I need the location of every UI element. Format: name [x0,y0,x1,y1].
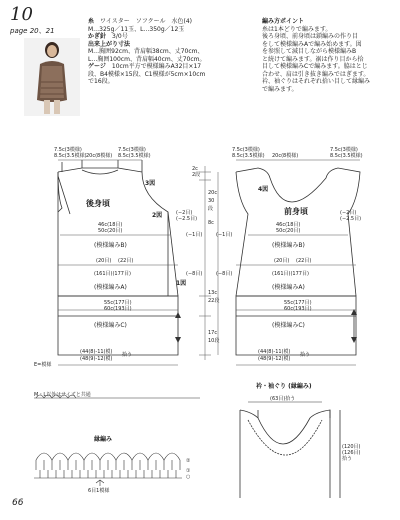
back-body-title: 後身頃 [86,199,110,208]
back-bottom-note: E=模様 [34,362,52,368]
front-pattern-b: (模様編みB) [272,242,305,249]
center-dim: 2段 [192,172,201,178]
gauge-label: ゲージ [88,63,106,70]
gauge-line-2: 段、B4模様×15段、C1模様が5cm×10cm [88,70,206,78]
center-dim: 10段 [208,338,220,344]
points-line: 後ろ身頃、前身頃は鎖編みの作り目 [262,33,359,40]
size-note: M・L以外はサイズと共通 [34,392,91,398]
center-dim: 20c [208,190,218,196]
center-dim: 13c [208,290,218,296]
front-row-22: (22目) [296,258,312,264]
center-dim: (−1目) [216,232,233,238]
front-pick-up-label: 拾う [300,352,311,358]
back-fig1-label: 1図 [176,280,187,287]
chart-repeat: 6目1模様 [88,488,110,494]
front-total-stitches: (161目)(177目) [272,271,309,277]
front-foundation: (44(8)-11(模) [258,349,291,355]
edging-pick-label: 拾う [342,456,353,462]
needle-label: かぎ針 [88,33,107,40]
back-fig2-label: 2図 [152,212,163,219]
back-pattern-b: (模様編みB) [94,242,127,249]
svg-text:①: ① [186,468,191,474]
back-shoulder-width: 7.5c(3模様) [54,147,82,153]
back-hem-width-l: 60c(193目) [104,306,132,312]
center-dim: (−8目) [186,271,203,277]
back-total-stitches: (161目)(177目) [94,271,131,277]
back-dec-1: (−2目) [176,210,193,216]
front-pattern-c: (模様編みC) [272,322,305,329]
points-line: 合わせ、肩は引き抜き編みではぎます。 [262,70,370,78]
back-mid-width-l: 50c(20目) [98,228,123,234]
front-neck-width: 20c(8模様) [272,153,299,159]
back-hem-width: 55c(177目) [104,300,132,306]
back-pattern-a: (模様編みA) [94,284,127,291]
front-pattern-a: (模様編みA) [272,284,305,291]
page-number: 66 [12,498,24,508]
yarn-amount: M…325g／11玉、L…350g／12玉 [88,25,185,33]
front-mid-width: 46c(18目) [276,222,301,228]
back-shoulder-width-right: 7.5c(3模様) [118,147,146,153]
back-pattern-c: (模様編みC) [94,322,127,329]
yarn-label: 糸 [88,18,95,25]
center-dim: (−1目) [186,232,203,238]
front-shoulder-width-l: 8.5c(3.5模様) [232,153,265,159]
front-dec-1: (−2目) [340,210,357,216]
center-dim: 30 [208,198,215,204]
size-l: L…胸囲100cm、背肩幅40cm、丈70cm。 [88,55,206,63]
front-hem-width: 55c(177目) [284,300,312,306]
front-mid-width-l: 50c(20目) [276,228,301,234]
front-foundation-l: (48(9)-12(模) [258,356,291,362]
center-dim: 17c [208,330,218,336]
gauge-line-3: で16段。 [88,78,114,85]
svg-text:②: ② [186,458,191,464]
points-line: をして模様編みAで編み始めます。図 [262,40,362,48]
points-line: 糸は1本どりで編みます。 [262,25,332,33]
size-m: M…胸囲92cm、背肩幅38cm、丈70cm、 [88,48,204,55]
back-foundation: (44(8)-11(模) [80,349,113,355]
points-line: で編みます。 [262,85,298,93]
back-shoulder-width-right-l: 8.5c(3.5模様) [118,153,151,159]
center-dim: 2c [192,166,198,172]
back-dec-2: (−2.5目) [176,216,198,222]
center-dim: 22段 [208,298,220,304]
front-dec-2: (−2.5目) [340,216,362,222]
front-shoulder-width-right: 7.5c(3模様) [330,147,358,153]
edging-diagram [240,402,340,498]
front-row-20: (20目) [274,258,290,264]
back-neck-width: 20c(8模様) [86,153,113,159]
svg-text:○: ○ [186,474,191,480]
points-title: 編み方ポイント [262,18,305,25]
edging-arm-count-2: (126目) [342,450,361,456]
points-line: 衿、袖ぐりはそれぞれ拾い目して縁編み [262,78,371,85]
points-line: と続けて編みます。裾は作り目から拾 [262,55,364,63]
points-line: を参照して減目しながら模様編みB [262,48,357,55]
back-pick-up-label: 拾う [122,352,133,358]
center-dim: 段 [208,206,214,212]
yarn-text: ワイスター ソフクール 水色(4) [100,18,192,25]
front-shoulder-width-right-l: 8.5c(3.5模様) [330,153,363,159]
edging-title: 衿・袖ぐり (縁編み) [256,383,312,390]
pattern-number: 10 [10,4,33,25]
back-fig3-label: 3図 [145,180,156,187]
front-body-title: 前身頃 [284,207,308,216]
edging-neck-count: (63目)拾う [270,396,296,402]
front-fig4-label: 4図 [258,186,269,193]
front-hem-width-l: 60c(193目) [284,306,312,312]
chart-title: 縁編み [94,436,113,443]
crochet-chart [34,395,200,486]
back-row-22: (22目) [118,258,134,264]
back-row-20: (20目) [96,258,112,264]
gauge-line-1: 10cm平方で模様編みA32目×17 [111,63,202,70]
points-line: 目して模様編みCで編みます。脇はとじ [262,63,368,70]
edging-arm-count-1: (120目) [342,444,361,450]
center-dim: 8c [208,220,214,226]
center-dim: (−8目) [216,271,233,277]
needle-value: 3/0号 [112,33,128,40]
back-shoulder-width-l: 8.5c(3.5模様) [54,153,87,159]
back-foundation-l: (48(9)-12(模) [80,356,113,362]
page-reference: page 20、21 [10,27,55,35]
back-mid-width: 46c(18目) [98,222,123,228]
size-label: 出来上がり寸法 [88,40,131,48]
front-shoulder-width: 7.5c(3模様) [232,147,260,153]
